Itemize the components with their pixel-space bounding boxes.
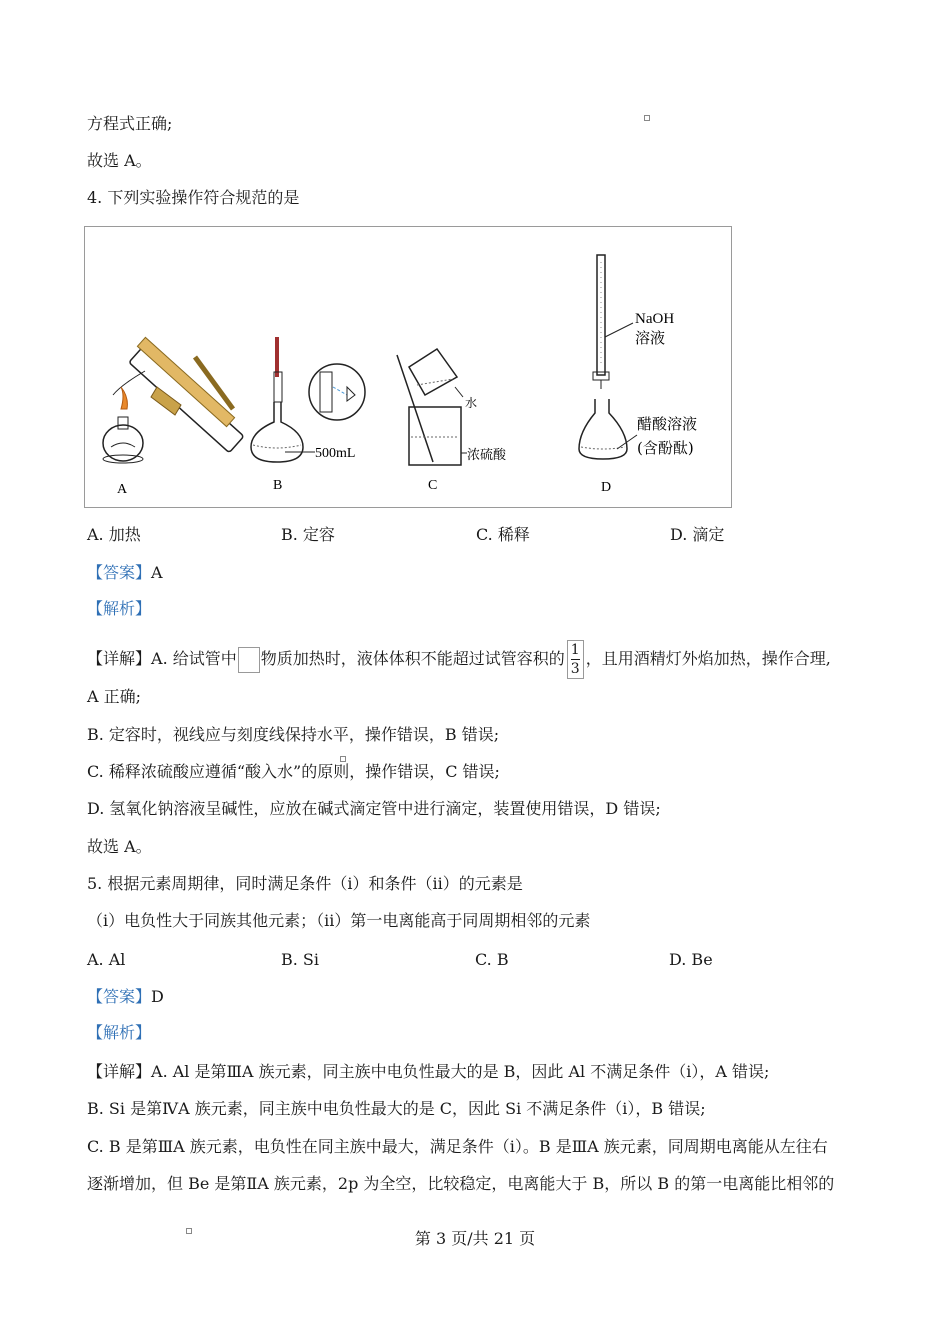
figure-label-d: D: [601, 480, 612, 495]
q5-detail-b: B. Si 是第ⅣA 族元素，同主族中电负性最大的是 C，因此 Si 不满足条件（i），B 错误;: [87, 1099, 706, 1118]
fraction-denominator: 3: [570, 661, 580, 677]
apparatus-c: [397, 349, 467, 465]
answer-tag: 【答案】: [87, 563, 152, 582]
q4-detail-b: B. 定容时，视线应与刻度线保持水平，操作错误，B 错误;: [87, 725, 500, 744]
detail-text: ，且用酒精灯外焰加热，操作合理,: [585, 649, 831, 668]
q5-conditions: （ⅰ）电负性大于同族其他元素；（ⅱ）第一电离能高于同周期相邻的元素: [87, 911, 591, 930]
answer-tag: 【答案】: [87, 987, 152, 1006]
q5-option-d: D. Be: [669, 950, 713, 969]
q4-choose: 故选 A。: [87, 837, 152, 856]
figure-label-c: C: [428, 478, 438, 493]
water-label: 水: [465, 396, 478, 410]
q5-option-a: A. Al: [87, 950, 126, 969]
blank-box: [238, 647, 260, 673]
experiment-figure: [84, 226, 732, 508]
fraction-numerator: 1: [570, 642, 580, 658]
detail-tag: 【详解】: [87, 649, 152, 668]
q4-analysis-tag: 【解析】: [87, 599, 152, 618]
acetic-label: 醋酸溶液: [637, 415, 698, 433]
apparatus-b: [251, 337, 365, 462]
detail-text: 物质加热时，液体体积不能超过试管容积的: [260, 649, 565, 668]
q4-option-a: A. 加热: [87, 525, 141, 544]
q4-detail-a: [87, 640, 831, 679]
apparatus-d: [579, 255, 637, 459]
text-line: 方程式正确;: [87, 114, 173, 133]
apparatus-a: [103, 337, 244, 463]
acid-label: 浓硫酸: [467, 448, 507, 463]
q5-option-b: B. Si: [281, 950, 320, 969]
fraction-one-third: [567, 640, 584, 679]
marker-box: [644, 115, 650, 121]
q5-detail-c1: C. B 是第ⅢA 族元素，电负性在同主族中最大，满足条件（i）。B 是ⅢA 族元素，同周期电离能从左往右: [87, 1137, 828, 1156]
phenolphthalein-label: (含酚酞): [637, 439, 694, 457]
question-5-title: 5. 根据元素周期律，同时满足条件（ⅰ）和条件（ⅱ）的元素是: [87, 874, 523, 893]
q5-answer: [87, 986, 164, 1008]
text-line: 故选 A。: [87, 151, 152, 170]
q4-answer: [87, 562, 163, 584]
answer-value: D: [151, 987, 164, 1006]
naoh-solution-label: 溶液: [635, 329, 666, 347]
question-4-title: 4. 下列实验操作符合规范的是: [87, 188, 300, 207]
flask-volume-label: 500mL: [315, 446, 356, 461]
q4-option-b: B. 定容: [281, 525, 335, 544]
page-footer: 第 3 页/共 21 页: [414, 1229, 536, 1248]
answer-value: A: [151, 563, 163, 582]
q5-detail-c2: 逐渐增加，但 Be 是第ⅡA 族元素，2p 为全空，比较稳定，电离能大于 B，所以 B 的第一电离能比相邻的: [87, 1174, 835, 1193]
figure-label-b: B: [273, 478, 283, 493]
detail-text: A. Al 是第ⅢA 族元素，同主族中电负性最大的是 B，因此 Al 不满足条件（i），A 错误;: [151, 1062, 770, 1081]
q4-option-c: C. 稀释: [476, 525, 530, 544]
figure-label-a: A: [117, 482, 128, 497]
experiment-diagram: [85, 227, 733, 509]
detail-text: A. 给试管中: [151, 649, 237, 668]
naoh-label: NaOH: [635, 311, 675, 327]
q5-option-c: C. B: [475, 950, 509, 969]
q4-detail-c: C. 稀释浓硫酸应遵循“酸入水”的原则，操作错误，C 错误;: [87, 762, 500, 781]
q5-detail-a: [87, 1061, 769, 1083]
q4-detail-d: D. 氢氧化钠溶液呈碱性，应放在碱式滴定管中进行滴定，装置使用错误，D 错误;: [87, 799, 661, 818]
q4-option-d: D. 滴定: [670, 525, 725, 544]
text-line: A 正确;: [87, 687, 142, 706]
q5-analysis-tag: 【解析】: [87, 1023, 152, 1042]
detail-tag: 【详解】: [87, 1062, 152, 1081]
